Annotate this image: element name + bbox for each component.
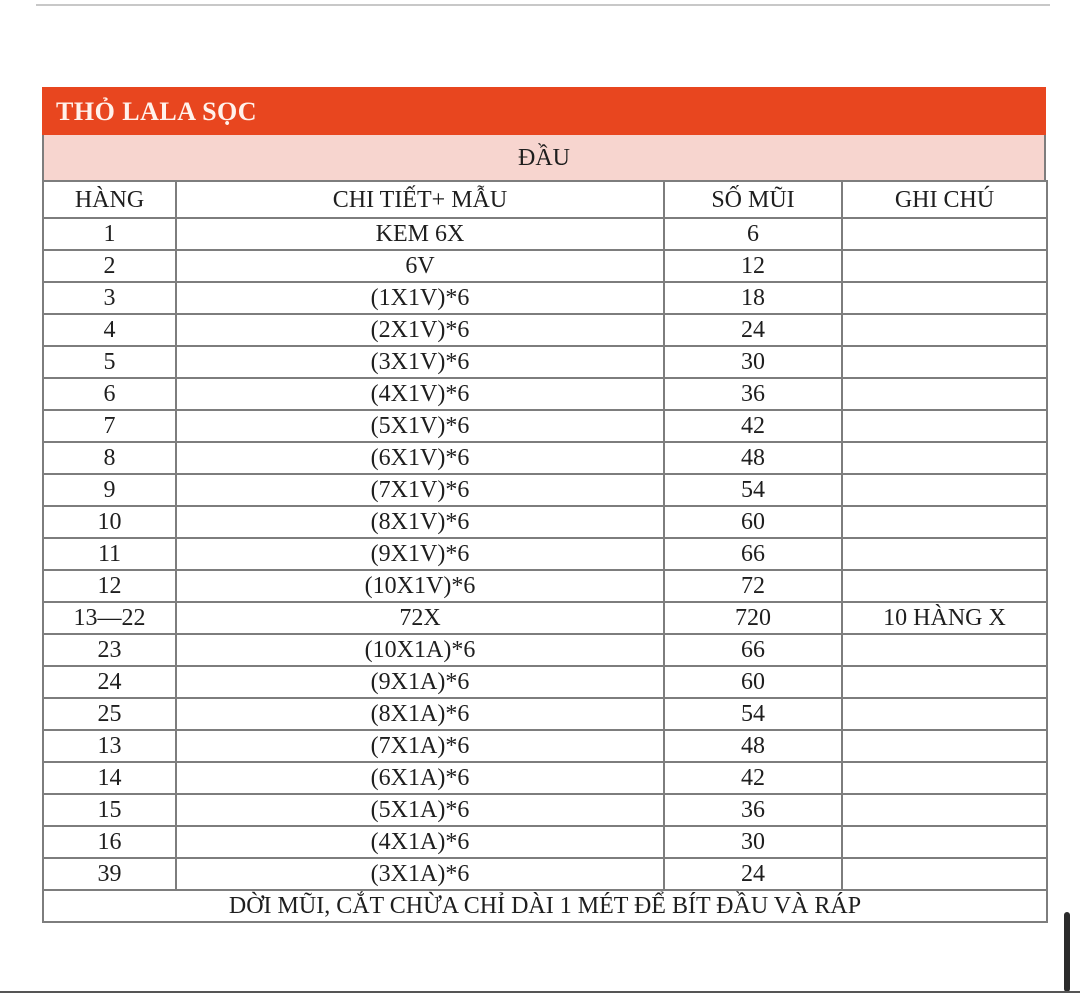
table-header-row — [43, 181, 1047, 218]
cell-so-mui: 36 — [664, 794, 842, 826]
cell-ghi-chu — [842, 282, 1047, 314]
cell-hang: 8 — [43, 442, 176, 474]
cell-chi-tiet: (5X1V)*6 — [176, 410, 664, 442]
cell-so-mui: 54 — [664, 698, 842, 730]
cell-hang: 12 — [43, 570, 176, 602]
cell-ghi-chu — [842, 250, 1047, 282]
cell-chi-tiet: (4X1A)*6 — [176, 826, 664, 858]
cell-hang: 23 — [43, 634, 176, 666]
cell-hang: 13—22 — [43, 602, 176, 634]
cell-ghi-chu — [842, 314, 1047, 346]
cell-hang: 9 — [43, 474, 176, 506]
cell-ghi-chu — [842, 378, 1047, 410]
cell-hang: 25 — [43, 698, 176, 730]
cell-so-mui: 30 — [664, 346, 842, 378]
cell-hang: 7 — [43, 410, 176, 442]
cell-so-mui: 48 — [664, 442, 842, 474]
cell-ghi-chu — [842, 506, 1047, 538]
scrollbar-thumb[interactable] — [1064, 912, 1070, 992]
cell-chi-tiet: (4X1V)*6 — [176, 378, 664, 410]
table-row — [43, 378, 1047, 410]
cell-so-mui: 48 — [664, 730, 842, 762]
cell-ghi-chu — [842, 410, 1047, 442]
table-row — [43, 730, 1047, 762]
table-row — [43, 538, 1047, 570]
footer-note: DỜI MŨI, CẮT CHỪA CHỈ DÀI 1 MÉT ĐỂ BÍT ĐẦU VÀ RÁP — [43, 890, 1047, 922]
column-header-chi-tiet: CHI TIẾT+ MẪU — [176, 181, 664, 218]
table-row — [43, 250, 1047, 282]
cell-ghi-chu — [842, 570, 1047, 602]
cell-chi-tiet: (2X1V)*6 — [176, 314, 664, 346]
cell-ghi-chu — [842, 442, 1047, 474]
table-row — [43, 282, 1047, 314]
table-body — [43, 218, 1047, 890]
cell-chi-tiet: 6V — [176, 250, 664, 282]
cell-hang: 4 — [43, 314, 176, 346]
cell-so-mui: 72 — [664, 570, 842, 602]
cell-so-mui: 36 — [664, 378, 842, 410]
cell-hang: 10 — [43, 506, 176, 538]
table-row — [43, 858, 1047, 890]
cell-so-mui: 66 — [664, 538, 842, 570]
cell-chi-tiet: (5X1A)*6 — [176, 794, 664, 826]
table-row — [43, 474, 1047, 506]
table-row — [43, 218, 1047, 250]
cell-so-mui: 12 — [664, 250, 842, 282]
table-row — [43, 794, 1047, 826]
cell-ghi-chu — [842, 474, 1047, 506]
cell-chi-tiet: (7X1A)*6 — [176, 730, 664, 762]
top-divider — [36, 4, 1050, 6]
column-header-so-mui: SỐ MŨI — [664, 181, 842, 218]
cell-ghi-chu — [842, 346, 1047, 378]
cell-so-mui: 24 — [664, 314, 842, 346]
cell-so-mui: 24 — [664, 858, 842, 890]
table-row — [43, 314, 1047, 346]
cell-chi-tiet: (6X1A)*6 — [176, 762, 664, 794]
cell-hang: 14 — [43, 762, 176, 794]
cell-so-mui: 42 — [664, 762, 842, 794]
cell-ghi-chu — [842, 794, 1047, 826]
cell-chi-tiet: 72X — [176, 602, 664, 634]
table-row — [43, 698, 1047, 730]
pattern-document — [42, 87, 1046, 923]
cell-so-mui: 42 — [664, 410, 842, 442]
cell-ghi-chu — [842, 538, 1047, 570]
cell-ghi-chu — [842, 762, 1047, 794]
cell-hang: 11 — [43, 538, 176, 570]
document-title: THỎ LALA SỌC — [42, 87, 1046, 135]
cell-chi-tiet: (9X1V)*6 — [176, 538, 664, 570]
cell-chi-tiet: (8X1A)*6 — [176, 698, 664, 730]
cell-so-mui: 30 — [664, 826, 842, 858]
cell-chi-tiet: (7X1V)*6 — [176, 474, 664, 506]
table-row — [43, 602, 1047, 634]
table-row — [43, 410, 1047, 442]
cell-chi-tiet: (9X1A)*6 — [176, 666, 664, 698]
cell-chi-tiet: (6X1V)*6 — [176, 442, 664, 474]
cell-hang: 24 — [43, 666, 176, 698]
cell-hang: 2 — [43, 250, 176, 282]
column-header-ghi-chu: GHI CHÚ — [842, 181, 1047, 218]
cell-chi-tiet: (8X1V)*6 — [176, 506, 664, 538]
table-row — [43, 346, 1047, 378]
cell-hang: 3 — [43, 282, 176, 314]
cell-chi-tiet: KEM 6X — [176, 218, 664, 250]
table-row — [43, 826, 1047, 858]
cell-ghi-chu — [842, 666, 1047, 698]
cell-hang: 15 — [43, 794, 176, 826]
cell-ghi-chu — [842, 730, 1047, 762]
table-row — [43, 442, 1047, 474]
table-row — [43, 570, 1047, 602]
cell-chi-tiet: (10X1A)*6 — [176, 634, 664, 666]
cell-ghi-chu — [842, 698, 1047, 730]
cell-chi-tiet: (1X1V)*6 — [176, 282, 664, 314]
cell-hang: 1 — [43, 218, 176, 250]
cell-chi-tiet: (3X1A)*6 — [176, 858, 664, 890]
table-row — [43, 634, 1047, 666]
cell-so-mui: 60 — [664, 506, 842, 538]
cell-so-mui: 66 — [664, 634, 842, 666]
cell-ghi-chu — [842, 858, 1047, 890]
cell-ghi-chu — [842, 634, 1047, 666]
pattern-table — [42, 180, 1048, 923]
cell-chi-tiet: (3X1V)*6 — [176, 346, 664, 378]
table-row — [43, 762, 1047, 794]
cell-so-mui: 18 — [664, 282, 842, 314]
cell-hang: 13 — [43, 730, 176, 762]
cell-ghi-chu: 10 HÀNG X — [842, 602, 1047, 634]
section-heading: ĐẦU — [42, 135, 1046, 180]
cell-so-mui: 720 — [664, 602, 842, 634]
cell-hang: 5 — [43, 346, 176, 378]
table-footer-row — [43, 890, 1047, 922]
cell-ghi-chu — [842, 826, 1047, 858]
cell-so-mui: 60 — [664, 666, 842, 698]
bottom-divider — [0, 991, 1080, 993]
cell-hang: 6 — [43, 378, 176, 410]
cell-hang: 16 — [43, 826, 176, 858]
cell-hang: 39 — [43, 858, 176, 890]
cell-chi-tiet: (10X1V)*6 — [176, 570, 664, 602]
column-header-hang: HÀNG — [43, 181, 176, 218]
cell-so-mui: 6 — [664, 218, 842, 250]
cell-so-mui: 54 — [664, 474, 842, 506]
table-row — [43, 506, 1047, 538]
cell-ghi-chu — [842, 218, 1047, 250]
table-row — [43, 666, 1047, 698]
